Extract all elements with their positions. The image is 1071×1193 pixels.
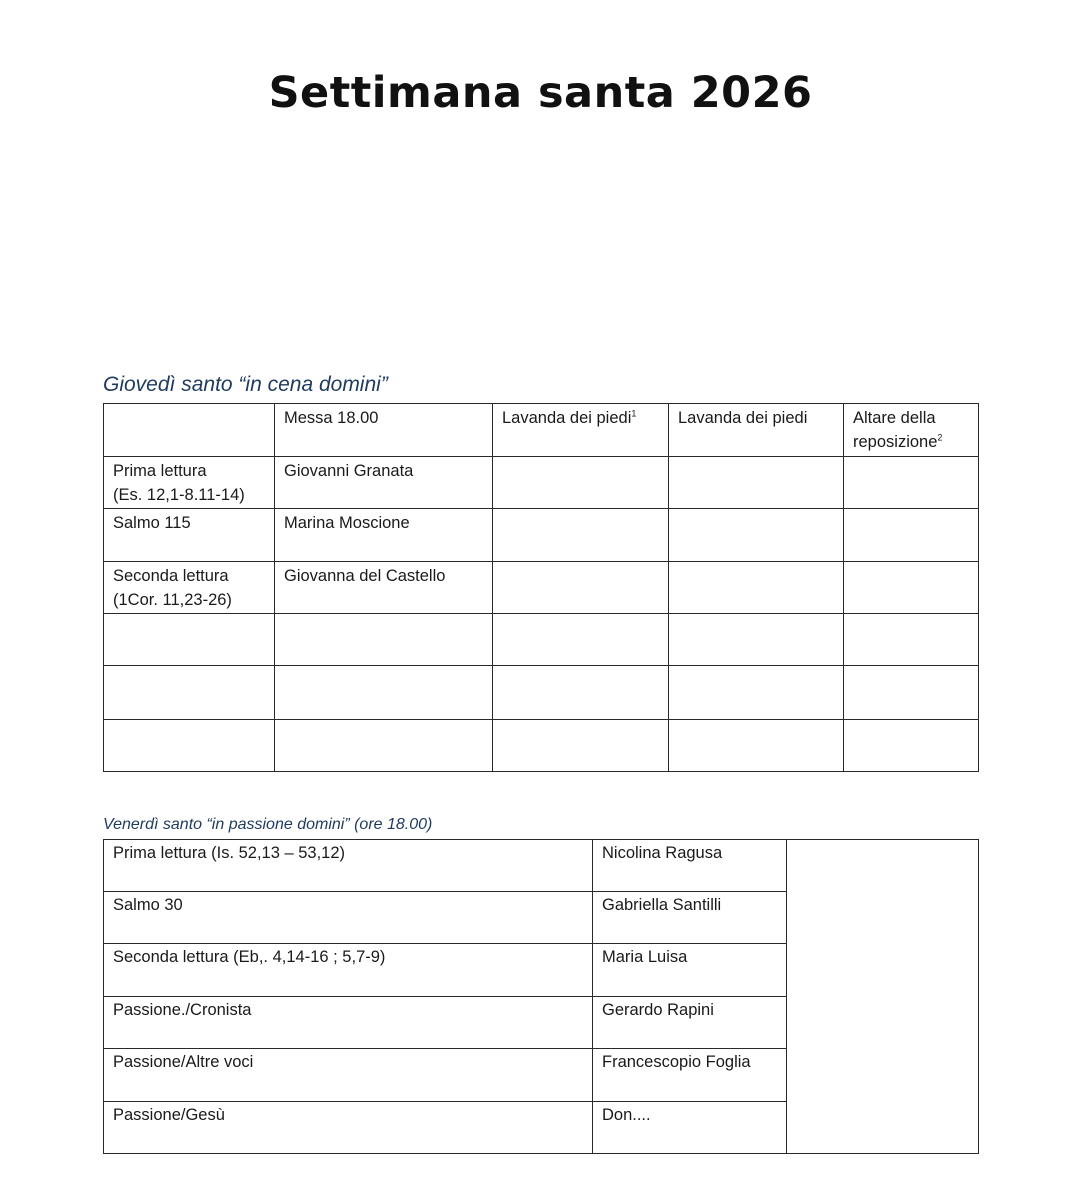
header-cell-lavanda-2: Lavanda dei piedi <box>669 404 844 457</box>
empty-cell <box>275 614 493 666</box>
header-cell-altare: Altare della reposizione$^2$ <box>844 404 979 457</box>
row-role: Salmo 30 <box>104 892 593 944</box>
empty-cell <box>275 720 493 772</box>
empty-cell <box>493 562 669 614</box>
venerdi-table <box>103 839 979 1154</box>
row-person: Francescopio Foglia <box>593 1049 787 1102</box>
side-empty-cell <box>787 840 979 1154</box>
row-messa-person: Marina Moscione <box>275 509 493 562</box>
row-role: Seconda lettura (Eb,. 4,14-16 ; 5,7-9) <box>104 944 593 997</box>
empty-cell <box>493 666 669 720</box>
row-messa-person: Giovanni Granata <box>275 457 493 509</box>
row-person: Gerardo Rapini <box>593 997 787 1049</box>
header-cell-empty <box>104 404 275 457</box>
section-heading-giovedi: Giovedì santo “in cena domini” <box>103 373 388 396</box>
empty-cell <box>493 614 669 666</box>
row-person: Don.... <box>593 1102 787 1154</box>
empty-cell <box>104 666 275 720</box>
empty-cell <box>493 457 669 509</box>
empty-cell <box>669 457 844 509</box>
table-row <box>104 666 979 720</box>
empty-cell <box>844 457 979 509</box>
row-role: Passione/Gesù <box>104 1102 593 1154</box>
row-label: Prima lettura (Es. 12,1-8.11-14) <box>104 457 275 509</box>
empty-cell <box>844 562 979 614</box>
header-cell-messa: Messa 18.00 <box>275 404 493 457</box>
row-person: Maria Luisa <box>593 944 787 997</box>
empty-cell <box>669 666 844 720</box>
row-person: Gabriella Santilli <box>593 892 787 944</box>
footnote-mark: 2 <box>937 432 943 443</box>
section-heading-venerdi: Venerdì santo “in passione domini” (ore 18.00) <box>103 816 433 833</box>
row-role: Passione./Cronista <box>104 997 593 1049</box>
header-cell-lavanda-1: Lavanda dei piedi$^1$ <box>493 404 669 457</box>
row-label: Salmo 115 <box>104 509 275 562</box>
row-role: Passione/Altre voci <box>104 1049 593 1102</box>
table-row <box>104 457 979 509</box>
table-header-row <box>104 404 979 457</box>
row-role: Prima lettura (Is. 52,13 – 53,12) <box>104 840 593 892</box>
row-person: Nicolina Ragusa <box>593 840 787 892</box>
row-label: Seconda lettura (1Cor. 11,23-26) <box>104 562 275 614</box>
table-row <box>104 840 979 892</box>
footnote-mark: 1 <box>631 408 637 419</box>
empty-cell <box>844 720 979 772</box>
table-row <box>104 614 979 666</box>
empty-cell <box>669 614 844 666</box>
empty-cell <box>104 614 275 666</box>
empty-cell <box>669 720 844 772</box>
empty-cell <box>669 509 844 562</box>
document-title: Settimana santa 2026 <box>268 68 813 118</box>
empty-cell <box>493 509 669 562</box>
giovedi-table <box>103 403 979 772</box>
empty-cell <box>844 666 979 720</box>
empty-cell <box>844 509 979 562</box>
empty-cell <box>104 720 275 772</box>
empty-cell <box>275 666 493 720</box>
empty-cell <box>493 720 669 772</box>
empty-cell <box>844 614 979 666</box>
table-row <box>104 562 979 614</box>
empty-cell <box>669 562 844 614</box>
table-row <box>104 509 979 562</box>
row-messa-person: Giovanna del Castello <box>275 562 493 614</box>
table-row <box>104 720 979 772</box>
